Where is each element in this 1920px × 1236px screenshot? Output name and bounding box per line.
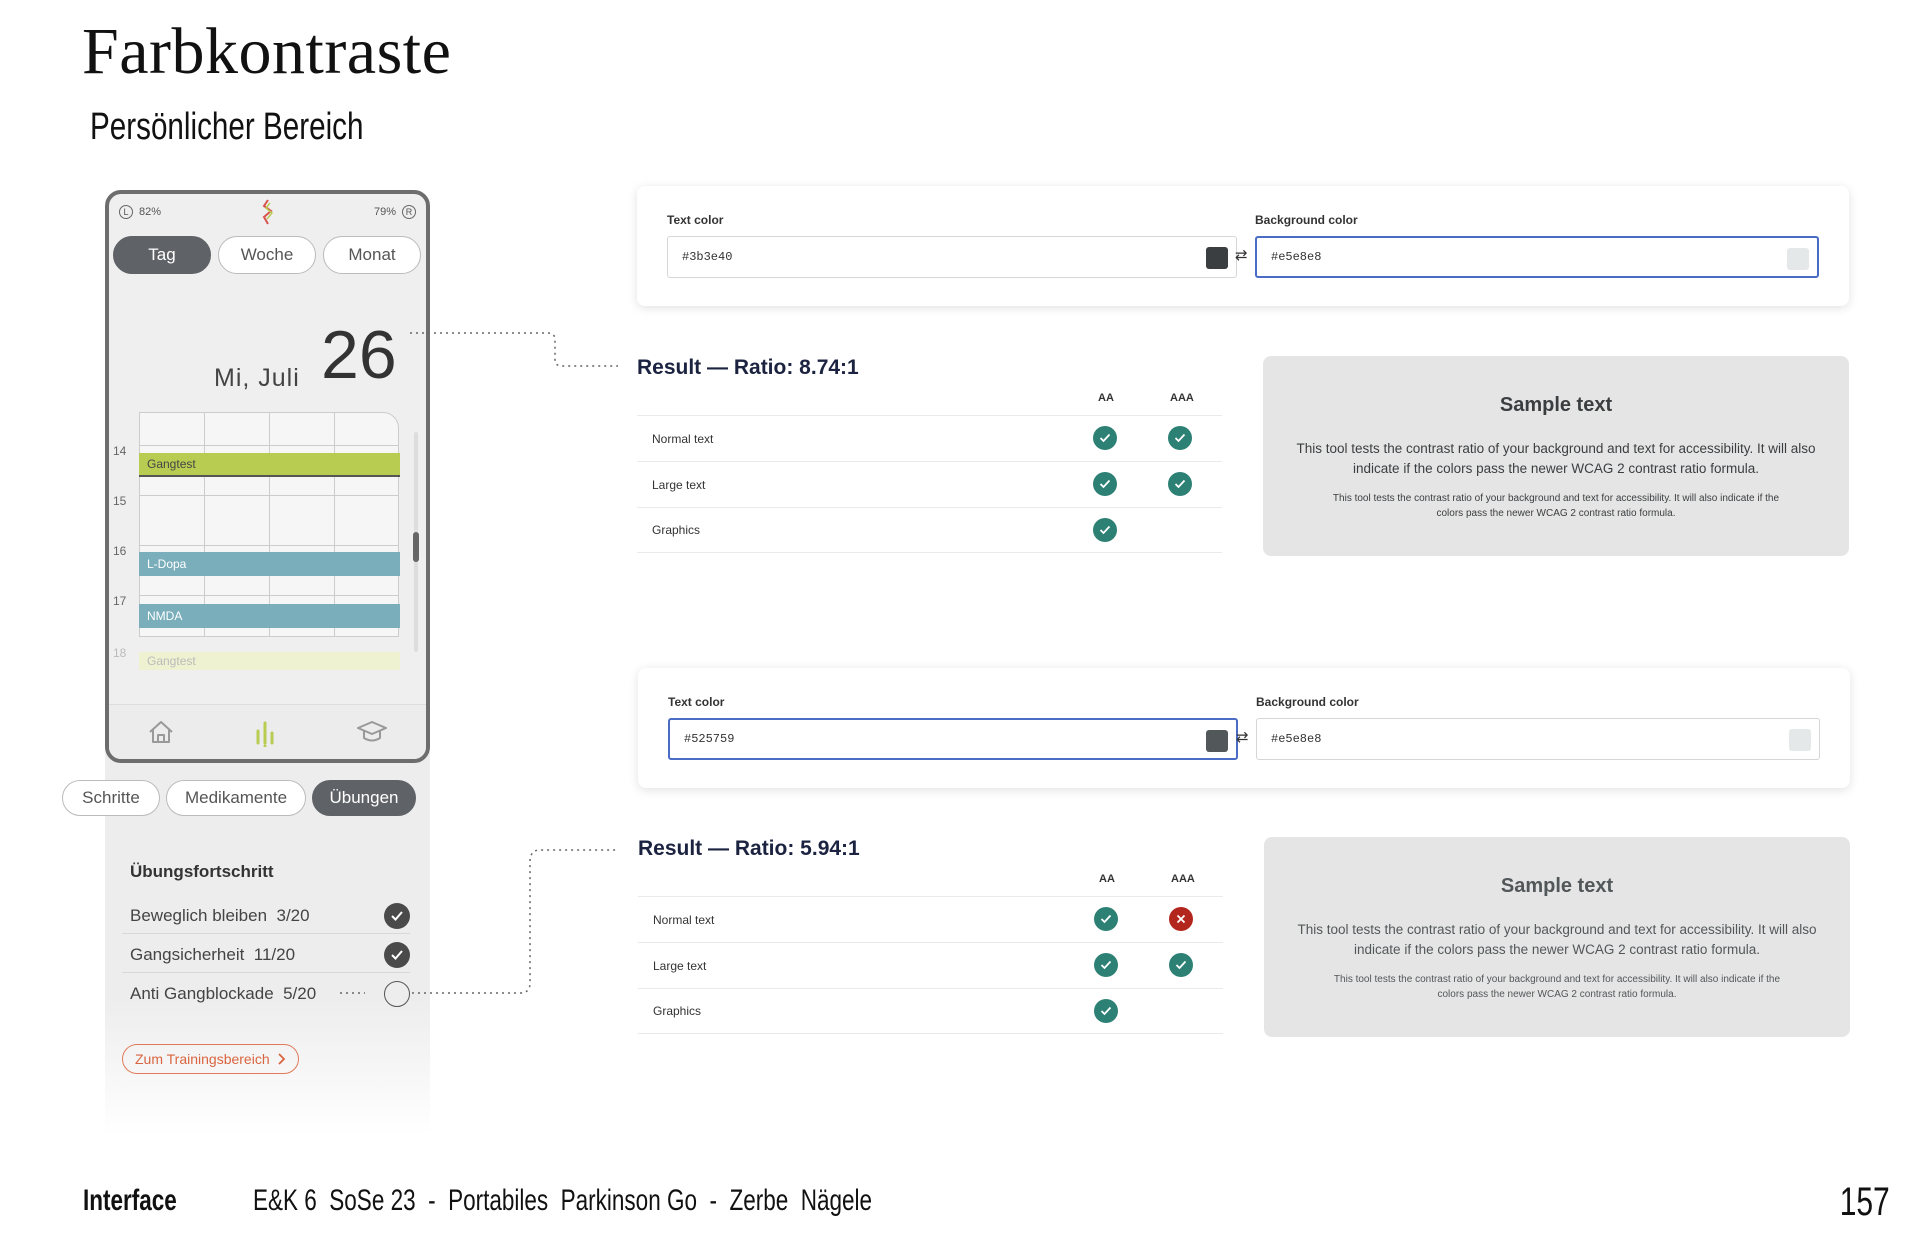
col-aa: AA <box>1099 873 1115 885</box>
page-number: 157 <box>1839 1180 1890 1224</box>
contrast-input-panel <box>637 186 1849 306</box>
col-aaa: AAA <box>1171 873 1195 885</box>
sample-paragraph-small: This tool tests the contrast ratio of your background and text for accessibility. It will also indicate if the colors pass the newer WCAG 2 contrast ratio formula. <box>1332 493 1780 519</box>
pass-check-icon <box>1094 953 1118 977</box>
result-row-label: Graphics <box>652 523 701 537</box>
sample-text-card <box>1263 356 1849 556</box>
result-row-label: Normal text <box>653 912 715 927</box>
text-color-value: #3b3e40 <box>682 250 733 264</box>
battery-left-value: 82% <box>139 206 162 218</box>
tab-monat[interactable]: Monat <box>323 236 421 274</box>
sample-text-card <box>1264 837 1850 1037</box>
side-left-badge: L <box>119 205 133 219</box>
tab-woche[interactable]: Woche <box>218 236 316 274</box>
col-aa: AA <box>1098 392 1114 404</box>
footer-course: E&K 6 SoSe 23 - Portabiles Parkinson Go - Zerbe Nägele <box>253 1184 873 1217</box>
page-title: Farbkontraste <box>82 15 452 88</box>
result-row-label: Graphics <box>653 1004 702 1018</box>
battery-right-value: 79% <box>373 206 396 218</box>
sample-title: Sample text <box>1500 875 1614 897</box>
pass-check-icon <box>1093 472 1117 496</box>
event-gangtest-faded[interactable]: Gangtest <box>139 652 400 670</box>
result-row-label: Large text <box>652 477 706 492</box>
result-row <box>637 507 1222 553</box>
text-color-label: Text color <box>668 695 725 709</box>
hour-label: 15 <box>113 494 127 508</box>
result-row <box>637 415 1222 461</box>
text-color-label: Text color <box>667 213 724 227</box>
text-color-swatch[interactable] <box>1206 730 1228 752</box>
text-color-value: #525759 <box>684 732 735 746</box>
background-color-label: Background color <box>1256 695 1359 709</box>
pass-check-icon <box>1168 426 1192 450</box>
side-right-badge: R <box>402 205 416 219</box>
result-ratio: Result — Ratio: 8.74:1 <box>637 356 859 379</box>
hour-label: 16 <box>113 544 127 558</box>
contrast-input-panel <box>638 668 1850 788</box>
event-nmda[interactable]: NMDA <box>139 604 400 628</box>
background-color-swatch[interactable] <box>1789 729 1811 751</box>
sample-paragraph-large: This tool tests the contrast ratio of your background and text for accessibility. It will also indicate if the colors pass the newer WCAG 2 contrast ratio formula. <box>1297 922 1817 957</box>
tab-medikamente[interactable]: Medikamente <box>166 780 306 816</box>
hour-label: 18 <box>113 646 127 660</box>
text-color-input[interactable] <box>667 236 1237 278</box>
pass-check-icon <box>1168 472 1192 496</box>
progress-item-label: Gangsicherheit 11/20 <box>130 944 296 964</box>
result-ratio: Result — Ratio: 5.94:1 <box>638 837 860 860</box>
hour-label: 14 <box>113 444 127 458</box>
background-color-label: Background color <box>1255 213 1358 227</box>
swap-colors-icon[interactable]: ⇄ <box>1236 729 1249 746</box>
fail-cross-icon <box>1169 907 1193 931</box>
pass-check-icon <box>1169 953 1193 977</box>
progress-item-label: Beweglich bleiben 3/20 <box>130 905 310 925</box>
result-row <box>638 988 1223 1034</box>
background-color-value: #e5e8e8 <box>1271 732 1322 746</box>
sample-paragraph-small: This tool tests the contrast ratio of your background and text for accessibility. It will also indicate if the colors pass the newer WCAG 2 contrast ratio formula. <box>1333 974 1781 1000</box>
page-subtitle: Persönlicher Bereich <box>90 106 364 148</box>
background-color-input[interactable] <box>1256 718 1820 760</box>
pass-check-icon <box>1094 999 1118 1023</box>
tab-tag[interactable]: Tag <box>113 236 211 274</box>
text-color-input[interactable] <box>668 718 1238 760</box>
training-area-label: Zum Trainingsbereich <box>135 1051 270 1067</box>
swap-colors-icon[interactable]: ⇄ <box>1235 247 1248 264</box>
event-gangtest[interactable]: Gangtest <box>139 453 400 477</box>
background-color-input[interactable] <box>1255 236 1819 278</box>
pass-check-icon <box>1093 518 1117 542</box>
background-color-value: #e5e8e8 <box>1271 250 1322 264</box>
date-label: Mi, Juli <box>214 364 300 392</box>
pass-check-icon <box>1094 907 1118 931</box>
col-aaa: AAA <box>1170 392 1194 404</box>
hour-label: 17 <box>113 594 127 608</box>
sample-title: Sample text <box>1499 394 1613 416</box>
result-row <box>638 942 1223 988</box>
tab-schritte[interactable]: Schritte <box>62 780 160 816</box>
text-color-swatch[interactable] <box>1206 247 1228 269</box>
background-color-swatch[interactable] <box>1787 248 1809 270</box>
date-number: 26 <box>321 317 397 393</box>
result-row <box>637 461 1222 507</box>
result-row-label: Normal text <box>652 431 714 446</box>
footer-section: Interface <box>83 1184 177 1217</box>
pass-check-icon <box>1093 426 1117 450</box>
progress-item-label: Anti Gangblockade 5/20 <box>130 984 317 1003</box>
tab-uebungen[interactable]: Übungen <box>312 780 416 816</box>
progress-title: Übungsfortschritt <box>130 862 274 881</box>
event-l-dopa[interactable]: L-Dopa <box>139 552 400 576</box>
sample-paragraph-large: This tool tests the contrast ratio of your background and text for accessibility. It will also indicate if the colors pass the newer WCAG 2 contrast ratio formula. <box>1296 441 1816 476</box>
result-row-label: Large text <box>653 958 707 973</box>
result-row <box>638 896 1223 942</box>
